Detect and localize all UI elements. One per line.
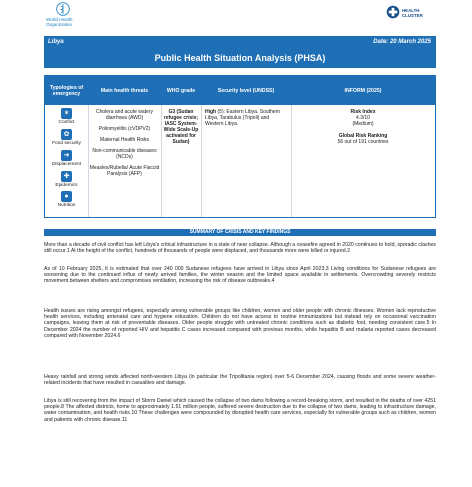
report-date: Date: 20 March 2025	[373, 39, 431, 45]
title-banner	[44, 36, 436, 68]
health-cluster-wordmark	[402, 8, 423, 18]
threat-item: Measles/Rubella/ Acute Flaccid Paralysis (AFP)	[89, 165, 160, 177]
health-cluster-logo	[386, 5, 446, 25]
header-security: Security level (UNDSS)	[217, 87, 275, 94]
conflict-icon: ✶	[61, 108, 72, 119]
summary-heading: SUMMARY OF CRISIS AND KEY FINDINGS	[44, 229, 436, 236]
health-threats-list	[88, 109, 161, 182]
table-header-row	[45, 76, 435, 105]
document-title: Public Health Situation Analysis (PHSA)	[154, 53, 326, 63]
security-level: High	[205, 109, 217, 115]
hazard-conflict	[45, 108, 88, 125]
security-note: (5): Eastern Libya, Southern Libya, Tarabulus (Tripoli) and Western Libya.	[205, 109, 281, 127]
hazard-label: Conflict	[58, 120, 75, 125]
hazard-label: Epidemics	[55, 183, 78, 188]
hazard-nutrition	[45, 191, 88, 208]
hazard-epidemics	[45, 171, 88, 188]
summary-paragraph: Heavy rainfall and strong winds affected north-western Libya (in particular the Tripolitania region) over 5-6 December 2024, causing floods and some severe weather-related incidents that have resulted in casualties and damage.	[44, 374, 436, 387]
inform-values	[291, 109, 435, 145]
header-hazards: Typologies of emergency	[49, 84, 84, 97]
hazard-label: Displacement	[51, 162, 82, 167]
threat-item: Cholera and acute watery diarrhoea (AWD)	[96, 109, 153, 121]
hazard-icons-column	[45, 105, 88, 217]
who-logo	[46, 2, 106, 32]
country-label: Libya	[48, 39, 64, 45]
food-security-icon: ✿	[61, 129, 72, 140]
cluster-line-1: HEALTH	[402, 8, 420, 13]
health-cluster-mark-icon	[386, 5, 400, 19]
threat-item: Non-communicable diseases (NCDs)	[92, 148, 157, 160]
header-grade: WHO grade	[166, 87, 196, 94]
cluster-line-2: CLUSTER	[402, 13, 423, 18]
risk-index-label: Risk Index	[350, 109, 376, 115]
displacement-icon: ➜	[61, 150, 72, 161]
header-inform: INFORM (2025)	[344, 87, 382, 94]
summary-paragraph: As of 10 February 2025, It is estimated that over 240 000 Sudanese refugees have arrived in Libya since April 2023.3 Living conditions for Sudanese refugees are worsening due to the continued influx of newly arrived families, the winter season and the limited space available in settlements. Overcrowding severely restricts movement between shelters and compromises ventilation, increasing the risk of disease outbreaks.4	[44, 266, 436, 285]
global-ranking-label: Global Risk Ranking	[338, 133, 388, 139]
epidemics-icon: ✚	[61, 171, 72, 182]
overview-table	[44, 75, 436, 218]
summary-paragraph: Libya is still recovering from the impact of Storm Daniel which caused the collapse of two dams following a record-breaking storm, and resulted in the deaths of over 4251 people.8 The affected districts, home to approximately 1.51 million people, suffered severe destruction due to the collapse of two dams, leading to infrastructure damage, water contamination, and health risks.10 These challenges were compounded by disrupted health care services, especially for vulnerable groups such as children, women and patients with chronic disease.11	[44, 398, 436, 423]
security-level-value	[205, 109, 289, 127]
header-threats: Main health threats	[100, 87, 149, 94]
who-wordmark	[46, 17, 106, 27]
hazard-food-security	[45, 129, 88, 146]
who-grade-value: G3 (Sudan refugee crisis; IASC System-Wide Scale-Up activated for Sudan)	[163, 109, 199, 145]
who-line-1: World Health	[46, 17, 73, 22]
nutrition-icon: ●	[61, 191, 72, 202]
summary-paragraph: More than a decade of civil conflict has left Libya's critical infrastructure in a state of near collapse. Although a ceasefire agreed in 2020 continues to hold, sporadic clashes still occur.1 At the height of the conflict, hundreds of thousands of people were displaced, and thousands more were killed or injured.2	[44, 242, 436, 255]
risk-index-value: 4.3/10	[356, 115, 370, 121]
global-ranking-value: 56 out of 191 countries	[337, 139, 389, 145]
hazard-label: Nutrition	[57, 203, 76, 208]
who-emblem-icon	[56, 2, 70, 16]
risk-index-level: (Medium)	[352, 121, 374, 127]
hazard-label: Food security	[52, 141, 81, 146]
who-line-2: Organization	[46, 22, 73, 27]
summary-paragraph: Health issues are rising amongst refugees, especially among vulnerable groups like children, women and older people with chronic illnesses. Women lack reproductive health services, including antenatal care and hygiene education. Children do not have access to routine immunizations but instead rely on occasional vaccination campaigns, leaving them at risk of preventable diseases. Older people struggle with untreated chronic conditions such as diabetic foot, needing consistent care.5 In December 2024 the number of reported HIV and hepatitis C cases increased compared with previous months, while hepatitis B and malaria reported cases decreased compared with November 2024.6	[44, 308, 436, 339]
threat-item: Poliomyelitis (cVDPV2)	[98, 126, 151, 132]
threat-item: Maternal Health Risks	[100, 137, 149, 143]
hazard-displacement	[45, 150, 88, 167]
column-divider	[201, 105, 202, 217]
